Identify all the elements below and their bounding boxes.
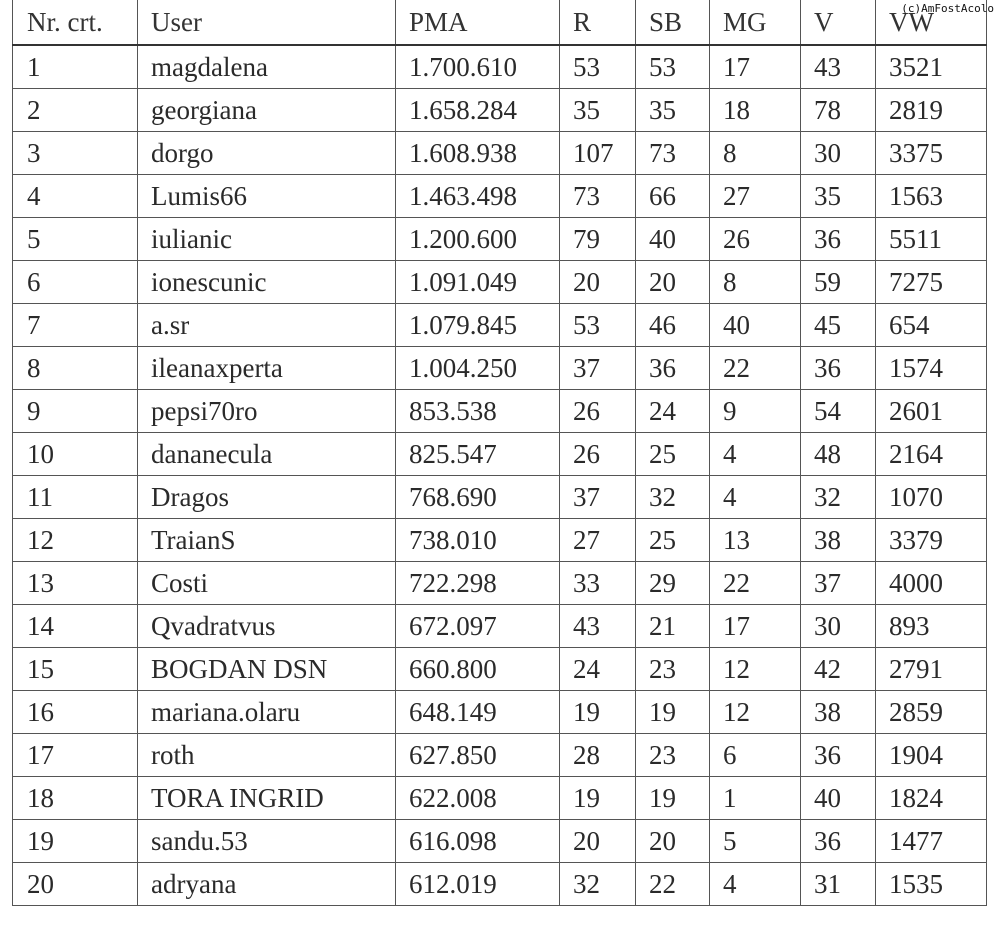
cell-nr: 15 — [13, 648, 138, 691]
cell-v: 37 — [801, 562, 876, 605]
cell-mg: 4 — [710, 433, 801, 476]
cell-pma: 622.008 — [396, 777, 560, 820]
table-body — [13, 45, 987, 906]
cell-vw: 1535 — [876, 863, 987, 906]
cell-pma: 1.608.938 — [396, 132, 560, 175]
cell-mg: 13 — [710, 519, 801, 562]
cell-vw: 2164 — [876, 433, 987, 476]
cell-r: 79 — [560, 218, 636, 261]
cell-mg: 26 — [710, 218, 801, 261]
header-r: R — [560, 0, 636, 45]
cell-pma: 738.010 — [396, 519, 560, 562]
cell-vw: 7275 — [876, 261, 987, 304]
cell-nr: 8 — [13, 347, 138, 390]
cell-nr: 14 — [13, 605, 138, 648]
table-row — [13, 390, 987, 433]
cell-sb: 35 — [636, 89, 710, 132]
cell-nr: 13 — [13, 562, 138, 605]
cell-pma: 853.538 — [396, 390, 560, 433]
cell-vw: 2601 — [876, 390, 987, 433]
cell-v: 48 — [801, 433, 876, 476]
cell-sb: 19 — [636, 691, 710, 734]
cell-vw: 893 — [876, 605, 987, 648]
table-row — [13, 777, 987, 820]
table-row — [13, 820, 987, 863]
cell-nr: 4 — [13, 175, 138, 218]
header-sb: SB — [636, 0, 710, 45]
cell-r: 27 — [560, 519, 636, 562]
cell-sb: 25 — [636, 433, 710, 476]
header-mg: MG — [710, 0, 801, 45]
cell-pma: 672.097 — [396, 605, 560, 648]
header-vw: VW — [876, 0, 987, 45]
cell-vw: 3521 — [876, 45, 987, 89]
cell-user: Dragos — [138, 476, 396, 519]
cell-sb: 20 — [636, 820, 710, 863]
cell-pma: 768.690 — [396, 476, 560, 519]
cell-pma: 722.298 — [396, 562, 560, 605]
cell-mg: 6 — [710, 734, 801, 777]
cell-mg: 8 — [710, 132, 801, 175]
cell-sb: 22 — [636, 863, 710, 906]
cell-user: dananecula — [138, 433, 396, 476]
cell-r: 26 — [560, 390, 636, 433]
table-row — [13, 89, 987, 132]
cell-pma: 1.700.610 — [396, 45, 560, 89]
table-header — [13, 0, 987, 45]
table-row — [13, 304, 987, 347]
cell-mg: 17 — [710, 605, 801, 648]
table-row — [13, 347, 987, 390]
cell-vw: 1824 — [876, 777, 987, 820]
cell-v: 36 — [801, 820, 876, 863]
cell-r: 19 — [560, 691, 636, 734]
cell-sb: 46 — [636, 304, 710, 347]
cell-pma: 616.098 — [396, 820, 560, 863]
cell-nr: 19 — [13, 820, 138, 863]
table-row — [13, 476, 987, 519]
cell-user: ileanaxperta — [138, 347, 396, 390]
cell-mg: 4 — [710, 476, 801, 519]
cell-vw: 3379 — [876, 519, 987, 562]
cell-sb: 24 — [636, 390, 710, 433]
cell-sb: 73 — [636, 132, 710, 175]
cell-nr: 6 — [13, 261, 138, 304]
cell-pma: 1.200.600 — [396, 218, 560, 261]
cell-mg: 4 — [710, 863, 801, 906]
cell-r: 37 — [560, 476, 636, 519]
cell-user: magdalena — [138, 45, 396, 89]
cell-user: TraianS — [138, 519, 396, 562]
cell-mg: 18 — [710, 89, 801, 132]
cell-v: 45 — [801, 304, 876, 347]
ranking-table — [12, 0, 987, 906]
table-row — [13, 433, 987, 476]
cell-user: Qvadratvus — [138, 605, 396, 648]
cell-mg: 9 — [710, 390, 801, 433]
cell-sb: 20 — [636, 261, 710, 304]
cell-sb: 32 — [636, 476, 710, 519]
cell-r: 73 — [560, 175, 636, 218]
table-row — [13, 691, 987, 734]
table-row — [13, 562, 987, 605]
cell-pma: 660.800 — [396, 648, 560, 691]
cell-user: Lumis66 — [138, 175, 396, 218]
cell-vw: 1563 — [876, 175, 987, 218]
cell-r: 53 — [560, 304, 636, 347]
cell-r: 20 — [560, 820, 636, 863]
cell-mg: 1 — [710, 777, 801, 820]
cell-r: 20 — [560, 261, 636, 304]
cell-nr: 17 — [13, 734, 138, 777]
cell-r: 28 — [560, 734, 636, 777]
cell-sb: 29 — [636, 562, 710, 605]
cell-nr: 9 — [13, 390, 138, 433]
cell-r: 53 — [560, 45, 636, 89]
cell-mg: 12 — [710, 648, 801, 691]
cell-vw: 1070 — [876, 476, 987, 519]
cell-pma: 825.547 — [396, 433, 560, 476]
cell-nr: 1 — [13, 45, 138, 89]
cell-mg: 27 — [710, 175, 801, 218]
cell-mg: 8 — [710, 261, 801, 304]
cell-sb: 40 — [636, 218, 710, 261]
cell-vw: 2791 — [876, 648, 987, 691]
table-row — [13, 45, 987, 89]
cell-user: ionescunic — [138, 261, 396, 304]
header-pma: PMA — [396, 0, 560, 45]
cell-vw: 1477 — [876, 820, 987, 863]
cell-v: 54 — [801, 390, 876, 433]
cell-mg: 12 — [710, 691, 801, 734]
cell-vw: 2819 — [876, 89, 987, 132]
table-row — [13, 519, 987, 562]
cell-r: 24 — [560, 648, 636, 691]
table-row — [13, 175, 987, 218]
cell-v: 36 — [801, 347, 876, 390]
cell-r: 35 — [560, 89, 636, 132]
cell-vw: 3375 — [876, 132, 987, 175]
cell-sb: 21 — [636, 605, 710, 648]
cell-v: 38 — [801, 519, 876, 562]
header-row — [13, 0, 987, 45]
cell-v: 32 — [801, 476, 876, 519]
cell-user: mariana.olaru — [138, 691, 396, 734]
cell-sb: 23 — [636, 734, 710, 777]
cell-nr: 12 — [13, 519, 138, 562]
cell-v: 35 — [801, 175, 876, 218]
cell-v: 31 — [801, 863, 876, 906]
cell-mg: 40 — [710, 304, 801, 347]
cell-nr: 3 — [13, 132, 138, 175]
table-row — [13, 132, 987, 175]
cell-pma: 1.091.049 — [396, 261, 560, 304]
cell-vw: 2859 — [876, 691, 987, 734]
cell-v: 36 — [801, 734, 876, 777]
cell-sb: 25 — [636, 519, 710, 562]
cell-vw: 1574 — [876, 347, 987, 390]
cell-user: BOGDAN DSN — [138, 648, 396, 691]
cell-sb: 66 — [636, 175, 710, 218]
cell-nr: 2 — [13, 89, 138, 132]
cell-v: 40 — [801, 777, 876, 820]
cell-nr: 7 — [13, 304, 138, 347]
cell-nr: 11 — [13, 476, 138, 519]
table-row — [13, 863, 987, 906]
cell-v: 30 — [801, 132, 876, 175]
cell-user: pepsi70ro — [138, 390, 396, 433]
cell-mg: 17 — [710, 45, 801, 89]
cell-nr: 10 — [13, 433, 138, 476]
cell-vw: 654 — [876, 304, 987, 347]
cell-user: adryana — [138, 863, 396, 906]
cell-sb: 23 — [636, 648, 710, 691]
cell-v: 43 — [801, 45, 876, 89]
cell-mg: 22 — [710, 562, 801, 605]
table-row — [13, 605, 987, 648]
cell-r: 19 — [560, 777, 636, 820]
cell-v: 36 — [801, 218, 876, 261]
cell-nr: 18 — [13, 777, 138, 820]
watermark-text: (c)AmFostAcolo — [901, 2, 994, 15]
cell-v: 59 — [801, 261, 876, 304]
cell-v: 30 — [801, 605, 876, 648]
cell-pma: 1.079.845 — [396, 304, 560, 347]
cell-sb: 36 — [636, 347, 710, 390]
cell-pma: 648.149 — [396, 691, 560, 734]
cell-vw: 4000 — [876, 562, 987, 605]
cell-nr: 5 — [13, 218, 138, 261]
cell-user: Costi — [138, 562, 396, 605]
cell-pma: 1.463.498 — [396, 175, 560, 218]
cell-user: iulianic — [138, 218, 396, 261]
cell-r: 26 — [560, 433, 636, 476]
table-row — [13, 734, 987, 777]
cell-r: 107 — [560, 132, 636, 175]
cell-vw: 5511 — [876, 218, 987, 261]
cell-v: 42 — [801, 648, 876, 691]
cell-pma: 1.658.284 — [396, 89, 560, 132]
header-nr: Nr. crt. — [13, 0, 138, 45]
cell-r: 33 — [560, 562, 636, 605]
cell-mg: 5 — [710, 820, 801, 863]
cell-sb: 53 — [636, 45, 710, 89]
header-user: User — [138, 0, 396, 45]
cell-user: a.sr — [138, 304, 396, 347]
cell-nr: 20 — [13, 863, 138, 906]
cell-v: 78 — [801, 89, 876, 132]
cell-user: sandu.53 — [138, 820, 396, 863]
cell-mg: 22 — [710, 347, 801, 390]
cell-v: 38 — [801, 691, 876, 734]
cell-user: georgiana — [138, 89, 396, 132]
cell-nr: 16 — [13, 691, 138, 734]
cell-r: 37 — [560, 347, 636, 390]
header-v: V — [801, 0, 876, 45]
cell-pma: 1.004.250 — [396, 347, 560, 390]
cell-pma: 627.850 — [396, 734, 560, 777]
cell-user: dorgo — [138, 132, 396, 175]
table-row — [13, 218, 987, 261]
table-row — [13, 261, 987, 304]
cell-vw: 1904 — [876, 734, 987, 777]
table-row — [13, 648, 987, 691]
cell-r: 32 — [560, 863, 636, 906]
cell-pma: 612.019 — [396, 863, 560, 906]
cell-user: roth — [138, 734, 396, 777]
cell-sb: 19 — [636, 777, 710, 820]
cell-user: TORA INGRID — [138, 777, 396, 820]
cell-r: 43 — [560, 605, 636, 648]
